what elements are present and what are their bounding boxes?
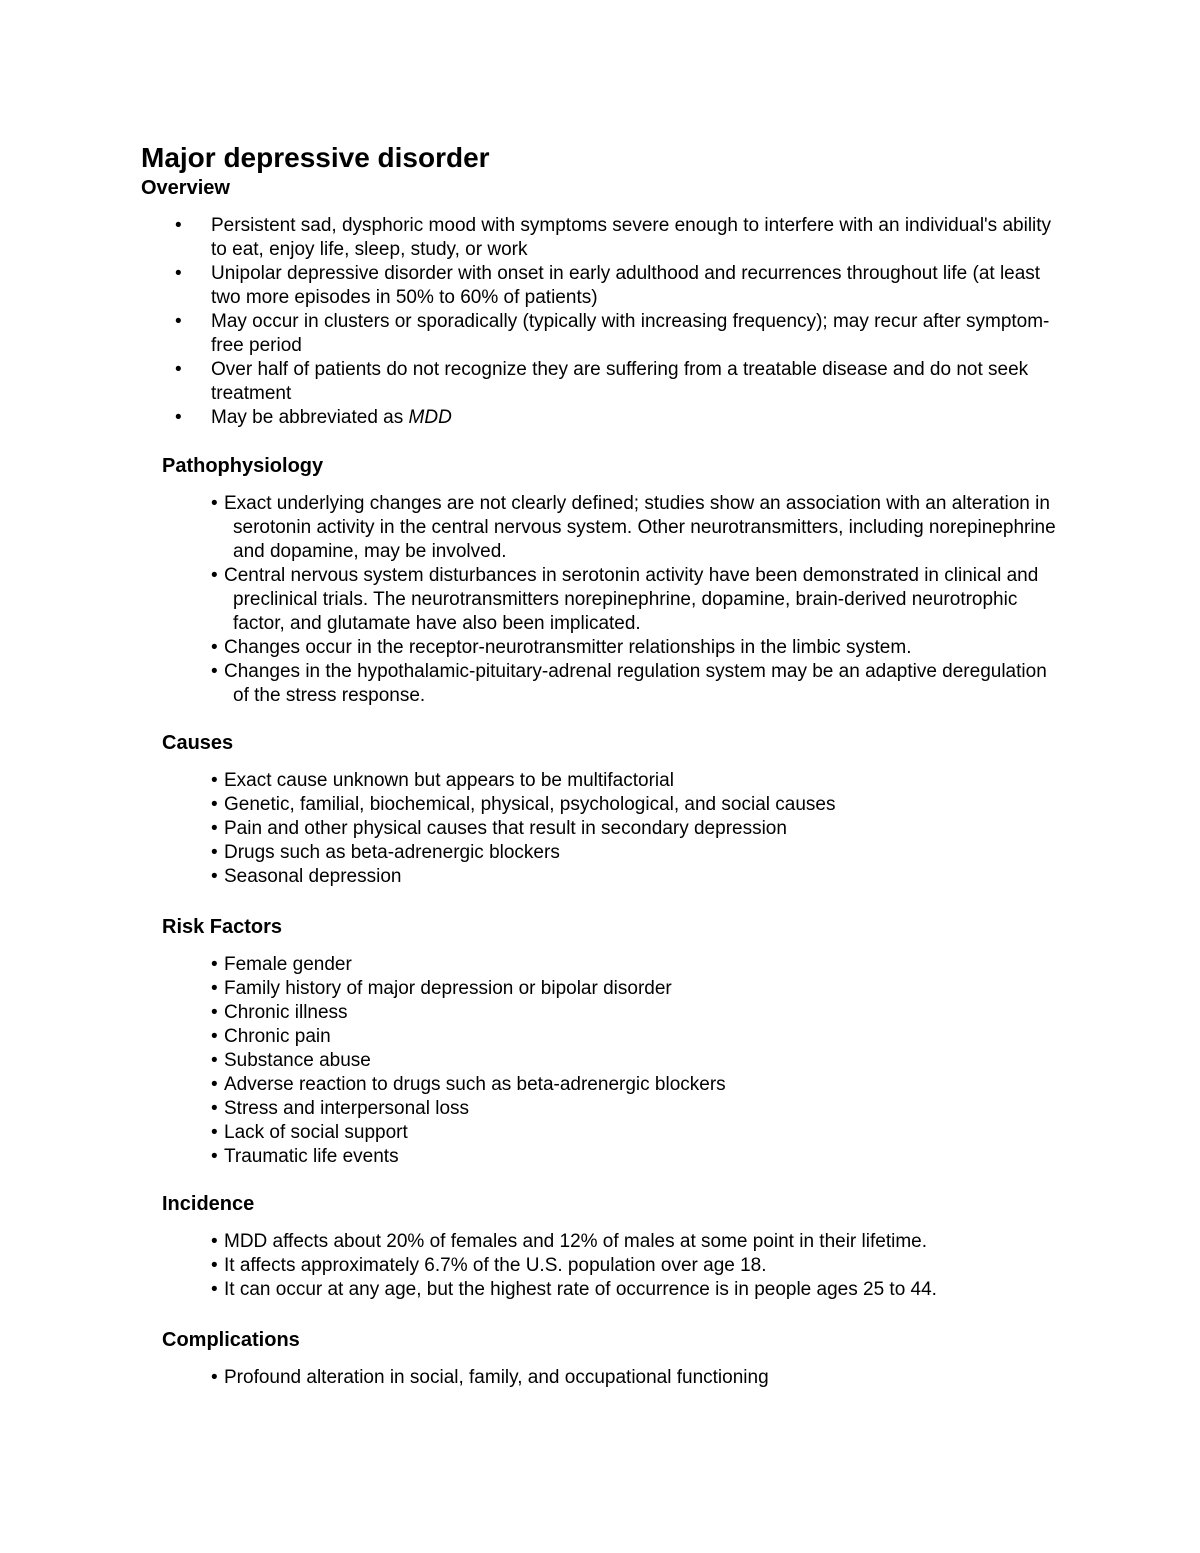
list-item-text: Profound alteration in social, family, and occupational functioning	[224, 1367, 769, 1388]
pathophysiology-heading: Pathophysiology	[162, 455, 324, 477]
list-item	[162, 636, 1082, 660]
list-item-text: Seasonal depression	[224, 866, 402, 887]
list-item	[162, 953, 1082, 977]
causes-list	[162, 769, 1082, 889]
bullet-icon: •	[211, 1146, 218, 1167]
list-item-text: Unipolar depressive disorder with onset in early adulthood and recurrences throughout life (at least two more episodes in 50% to 60% of patients)	[211, 263, 1041, 308]
bullet-icon: •	[211, 842, 218, 863]
list-item-text: Stress and interpersonal loss	[224, 1098, 470, 1119]
list-item	[162, 492, 1082, 564]
bullet-icon: •	[211, 1074, 218, 1095]
list-item	[162, 1145, 1082, 1169]
bullet-icon: •	[211, 637, 218, 658]
list-item-text: MDD affects about 20% of females and 12% of males at some point in their lifetime.	[224, 1231, 927, 1252]
pathophysiology-section	[162, 453, 1082, 708]
bullet-icon: •	[175, 263, 182, 284]
list-item	[162, 817, 1082, 841]
bullet-icon: •	[211, 1122, 218, 1143]
list-item-text: Substance abuse	[224, 1050, 371, 1071]
page-title: Major depressive disorder	[141, 142, 490, 173]
list-item-text: May be abbreviated as	[211, 407, 409, 428]
list-item	[162, 1073, 1082, 1097]
list-item	[162, 1049, 1082, 1073]
list-item	[162, 660, 1082, 708]
list-item	[141, 358, 1071, 406]
list-item-text: Female gender	[224, 954, 352, 975]
bullet-icon: •	[175, 407, 182, 428]
bullet-icon: •	[211, 818, 218, 839]
list-item-text: Persistent sad, dysphoric mood with symptoms severe enough to interfere with an individual's ability to eat, enjoy life, sleep, study, or work	[211, 215, 1052, 260]
bullet-icon: •	[211, 1098, 218, 1119]
list-item	[141, 406, 1071, 430]
list-item	[141, 262, 1071, 310]
list-item	[162, 1121, 1082, 1145]
list-item	[162, 1278, 1082, 1302]
risk-factors-heading: Risk Factors	[162, 916, 283, 938]
list-item-text: It affects approximately 6.7% of the U.S. population over age 18.	[224, 1255, 767, 1276]
list-item-text: Exact cause unknown but appears to be multifactorial	[224, 770, 674, 791]
list-item-text: Exact underlying changes are not clearly defined; studies show an association with an alteration in serotonin activity in the central nervous system. Other neurotransmitters, including norepinephrine and dopamine, may be involved.	[224, 493, 1056, 562]
bullet-icon: •	[211, 794, 218, 815]
bullet-icon: •	[211, 565, 218, 586]
causes-heading: Causes	[162, 732, 234, 754]
list-item-text: Over half of patients do not recognize they are suffering from a treatable disease and do not seek treatment	[211, 359, 1029, 404]
list-item	[141, 214, 1071, 262]
list-item-text: Traumatic life events	[224, 1146, 399, 1167]
list-item	[141, 310, 1071, 358]
list-item-text: May occur in clusters or sporadically (typically with increasing frequency); may recur after symptom-free period	[211, 311, 1050, 356]
list-item	[162, 1230, 1082, 1254]
list-item-text: Changes in the hypothalamic-pituitary-adrenal regulation system may be an adaptive deregulation of the stress response.	[224, 661, 1047, 706]
list-item-text: Lack of social support	[224, 1122, 408, 1143]
risk-factors-section	[162, 914, 1082, 1169]
list-item-text: Central nervous system disturbances in serotonin activity have been demonstrated in clinical and preclinical trials. The neurotransmitters norepinephrine, dopamine, brain-derived neurotrophic factor, and glutamate have also been implicated.	[224, 565, 1039, 634]
complications-section	[162, 1327, 1082, 1390]
overview-list	[141, 214, 1071, 430]
bullet-icon: •	[211, 954, 218, 975]
list-item	[162, 841, 1082, 865]
list-item-text: It can occur at any age, but the highest rate of occurrence is in people ages 25 to 44.	[224, 1279, 937, 1300]
list-item	[162, 865, 1082, 889]
bullet-icon: •	[211, 978, 218, 999]
bullet-icon: •	[211, 1050, 218, 1071]
bullet-icon: •	[175, 359, 182, 380]
pathophysiology-list	[162, 492, 1082, 708]
list-item	[162, 1366, 1082, 1390]
complications-heading: Complications	[162, 1329, 300, 1351]
list-item-text: Changes occur in the receptor-neurotransmitter relationships in the limbic system.	[224, 637, 912, 658]
incidence-heading: Incidence	[162, 1193, 255, 1215]
bullet-icon: •	[211, 770, 218, 791]
bullet-icon: •	[211, 1367, 218, 1388]
list-item	[162, 1254, 1082, 1278]
bullet-icon: •	[211, 1231, 218, 1252]
bullet-icon: •	[211, 1026, 218, 1047]
list-item-text: Chronic pain	[224, 1026, 331, 1047]
bullet-icon: •	[211, 1279, 218, 1300]
list-item-text: Family history of major depression or bipolar disorder	[224, 978, 672, 999]
list-item-text: Adverse reaction to drugs such as beta-adrenergic blockers	[224, 1074, 726, 1095]
overview-heading: Overview	[141, 177, 230, 199]
bullet-icon: •	[211, 1002, 218, 1023]
list-item	[162, 1025, 1082, 1049]
list-item-text: Drugs such as beta-adrenergic blockers	[224, 842, 560, 863]
bullet-icon: •	[211, 661, 218, 682]
list-item	[162, 564, 1082, 636]
list-item	[162, 793, 1082, 817]
bullet-icon: •	[211, 866, 218, 887]
list-item-text: Pain and other physical causes that result in secondary depression	[224, 818, 787, 839]
bullet-icon: •	[175, 311, 182, 332]
complications-list	[162, 1366, 1082, 1390]
list-item	[162, 1097, 1082, 1121]
list-item-text: Chronic illness	[224, 1002, 348, 1023]
abbreviation: MDD	[408, 407, 452, 428]
incidence-section	[162, 1191, 1082, 1302]
bullet-icon: •	[211, 1255, 218, 1276]
bullet-icon: •	[175, 215, 182, 236]
bullet-icon: •	[211, 493, 218, 514]
list-item	[162, 769, 1082, 793]
risk-factors-list	[162, 953, 1082, 1169]
incidence-list	[162, 1230, 1082, 1302]
list-item	[162, 1001, 1082, 1025]
list-item	[162, 977, 1082, 1001]
list-item-text: Genetic, familial, biochemical, physical, psychological, and social causes	[224, 794, 836, 815]
causes-section	[162, 730, 1082, 889]
